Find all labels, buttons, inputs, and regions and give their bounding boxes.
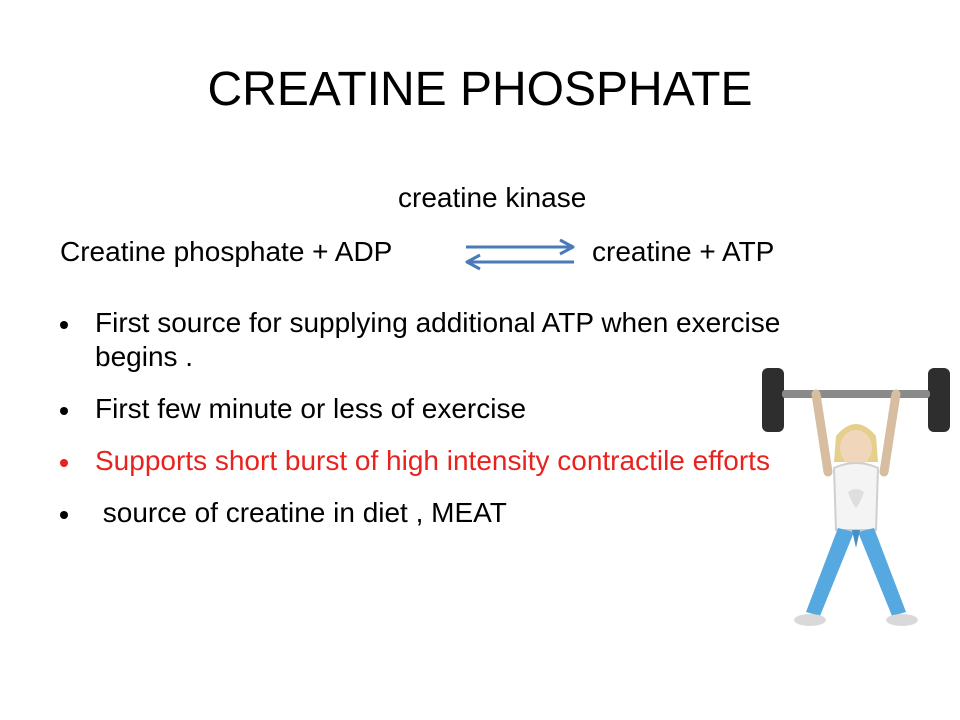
bullet-item: [60, 496, 830, 530]
weightlifter-icon: [756, 362, 956, 630]
bullet-dot-icon: [60, 459, 68, 467]
bullet-dot-icon: [60, 511, 68, 519]
bullet-dot-icon: [60, 407, 68, 415]
bullet-item: [60, 444, 830, 478]
slide-title: CREATINE PHOSPHATE: [207, 63, 753, 116]
bullet-item: [60, 392, 830, 426]
bullet-text: Supports short burst of high intensity contractile efforts: [95, 445, 770, 476]
reaction-reactants: Creatine phosphate + ADP: [60, 236, 393, 267]
enzyme-label: creatine kinase: [398, 182, 587, 213]
bullet-dot-icon: [60, 321, 68, 329]
bullet-list: [60, 306, 830, 548]
bullet-text: First few minute or less of exercise: [95, 393, 527, 424]
reaction-products: creatine + ATP: [592, 236, 775, 267]
bullet-text: First source for supplying additional ATP when exercise begins .: [95, 307, 781, 372]
reversible-arrow-icon: [460, 236, 580, 272]
bullet-text: source of creatine in diet , MEAT: [95, 497, 507, 528]
bullet-item: [60, 306, 830, 374]
